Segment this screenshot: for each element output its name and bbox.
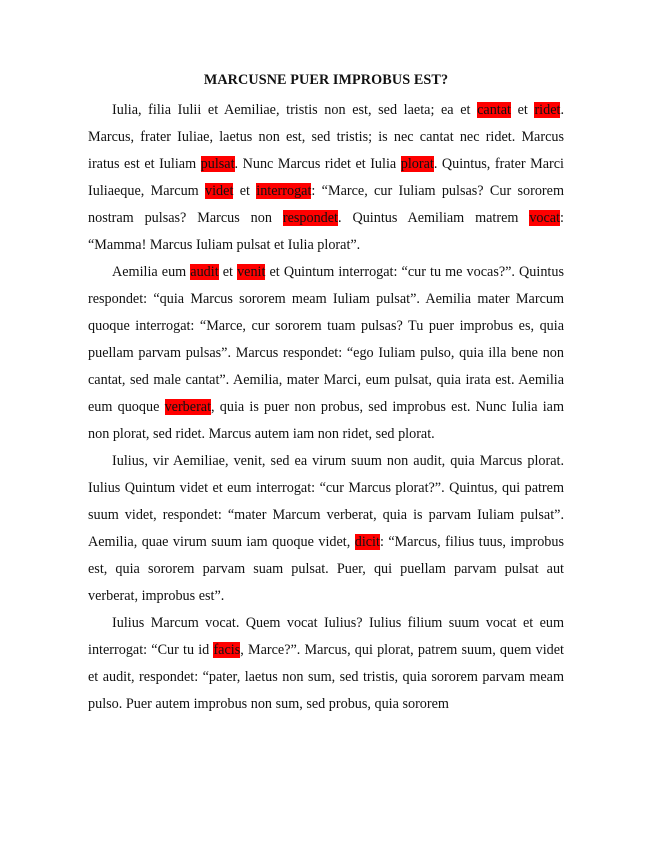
highlighted-word: respondet: [282, 210, 339, 226]
highlighted-word: ridet: [534, 102, 561, 118]
document-page: [88, 70, 564, 718]
paragraph: [88, 259, 564, 448]
text-run: et Quintum interrogat: “cur tu me vocas?”. Quintus respondet: “quia Marcus sororem meam Iuliam pulsat”. Aemilia mater Marcum quoque interrogat: “Marce, cur sororem tuam pulsas? Tu puer improbus es, quia puellam parvam pulsas”. Marcus respondet: “ego Iuliam pulso, quia illa bene non cantat, sed male cantat”. Aemilia, mater Marci, eum pulsat, quia irata est. Aemilia eum quoque: [88, 264, 564, 415]
highlighted-word: interrogat: [256, 183, 312, 199]
paragraph: [88, 448, 564, 610]
highlighted-word: facis: [213, 642, 241, 658]
text-run: et: [233, 183, 257, 199]
paragraph: [88, 610, 564, 718]
text-run: et: [218, 264, 238, 280]
text-run: Iulia, filia Iulii et Aemiliae, tristis non est, sed laeta; ea et: [112, 102, 478, 118]
text-run: , quia is puer non probus, sed improbus est. Nunc Iulia iam non plorat, sed ridet. Marcus autem iam non ridet, sed plorat.: [88, 399, 564, 442]
highlighted-word: audit: [190, 264, 219, 280]
document-title: MARCUSNE PUER IMPROBUS EST?: [203, 72, 449, 88]
text-run: et: [510, 102, 535, 118]
text-run: . Nunc Marcus ridet et Iulia: [234, 156, 401, 172]
text-run: . Quintus Aemiliam matrem: [338, 210, 530, 226]
highlighted-word: cantat: [477, 102, 511, 118]
highlighted-word: dicit: [354, 534, 380, 550]
highlighted-word: plorat: [400, 156, 434, 172]
text-run: : “Marcus, filius tuus, improbus est, quia sororem parvam suam pulsat. Puer, qui puellam parvam pulsat aut verberat, improbus est”.: [88, 534, 564, 604]
text-run: , Marce?”. Marcus, qui plorat, patrem suum, quem videt et audit, respondet: “pater, laetus non sum, sed tristis, quia sororem parvam meam pulso. Puer autem improbus non sum, sed probus, quia sororem: [88, 642, 564, 712]
text-run: . Marcus, frater Iuliae, laetus non est, sed tristis; is nec cantat nec ridet. Marcus iratus est et Iuliam: [88, 102, 564, 172]
highlighted-word: videt: [205, 183, 234, 199]
highlighted-word: venit: [237, 264, 266, 280]
highlighted-word: verberat: [164, 399, 212, 415]
text-run: Iulius Marcum vocat. Quem vocat Iulius? Iulius filium suum vocat et eum interrogat: “Cur tu id: [88, 615, 564, 658]
highlighted-word: vocat: [529, 210, 561, 226]
paragraph: [88, 97, 564, 259]
text-run: : “Mamma! Marcus Iuliam pulsat et Iulia plorat”.: [88, 210, 564, 253]
text-run: Aemilia eum: [112, 264, 191, 280]
highlighted-word: pulsat: [200, 156, 235, 172]
document-body: [88, 97, 564, 718]
text-run: : “Marce, cur Iuliam pulsas? Cur sororem nostram pulsas? Marcus non: [88, 183, 564, 226]
text-run: . Quintus, frater Marci Iuliaeque, Marcum: [88, 156, 564, 199]
text-run: Iulius, vir Aemiliae, venit, sed ea virum suum non audit, quia Marcus plorat. Iulius Quintum videt et eum interrogat: “cur Marcus plorat?”. Quintus, qui patrem suum videt, respondet: “mater Marcum verberat, quia is parvam Iuliam pulsat”. Aemilia, quae virum suum iam quoque videt,: [88, 453, 564, 550]
